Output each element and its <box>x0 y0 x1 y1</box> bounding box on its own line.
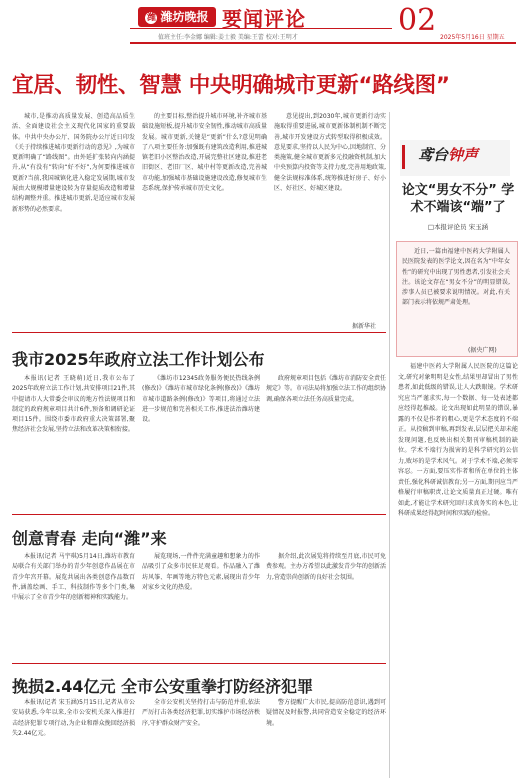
quote-source: (据央广网) <box>468 347 497 354</box>
quote-paragraph: 近日,一篇由福建中医药大学附属人民医院发表的医学论文,因在名为“中年女性”的研究中出现了男性患者,引发社会关注。该论文存在“男女不分”的明显错误,涉事人员已被要求说明情况。对此,有关部门表示将依规严肃处理。 <box>402 248 510 307</box>
story2-text-3: 政府规章项目包括《潍坊市消防安全责任规定》等。市司法局将加强立法工作的组织协调,确保各项立法任务高质量完成。 <box>266 375 386 403</box>
story2-text-2: 《潍坊市12345政务服务便民热线条例(修改)》《潍坊市城市绿化条例(修改)》《潍坊市城市道路条例(修改)》等项目,将通过立法进一步规范和完善相关工作,推进法治潍坊建设。 <box>142 375 260 424</box>
story4-headline: 挽损2.44亿元 全市公安重拳打防经济犯罪 <box>12 677 314 696</box>
story4-text-2: 全市公安机关坚持打击与防范并重,依法严厉打击各类经济犯罪,切实维护市场经济秩序,守护群众财产安全。 <box>142 699 260 727</box>
page-number: 02 <box>398 3 437 38</box>
issue-date: 2025年5月16日 星期五 <box>440 34 505 41</box>
lead-text-3: 意见提出,到2030年,城市更新行动实施取得重要进展,城市更新体制机制不断完善,城市开发建设方式转型取得积极成效。意见要求,坚持以人民为中心,因地制宜、分类施策,健全城市更新多元投融资机制,加大中央预算内投资等支持力度,完善用地政策,健全法规标准体系,统筹推进好房子、好小区、好社区、好城区建设。 <box>274 113 386 193</box>
story3-column-1 <box>12 552 135 662</box>
story4-column-1 <box>12 698 135 778</box>
story-divider <box>12 663 386 664</box>
story3-column-3 <box>266 552 386 662</box>
commentary-paragraph: 福建中医药大学附属人民医院的这篇论文,研究对象明明是女性,结果里却冒出了男性患者,如此低级的错误,让人大跌眼镜。学术研究应当严谨求实,每一个数据、每一处表述都应经得起推敲。论文出现如此明显的错误,暴露的不仅是作者的粗心,更是学术态度的不端正。从投稿到审稿,再到发表,层层把关却未能发现问题,也反映出相关期刊审稿机制的缺位。学术不端行为损害的是科学研究的公信力,败坏的是学术风气。对于学术不端,必须零容忍。一方面,要压实作者和所在单位的主体责任,强化科研诚信教育;另一方面,期刊应当严格履行审稿职责,让论文质量真正过硬。唯有如此,才能让学术研究回归求真务实的本色,让科研成果经得起时间和实践的检验。 <box>398 363 518 517</box>
brand-name: 潍坊晚报 <box>160 10 209 24</box>
story4-text-3: 警方提醒广大市民,提高防范意识,遇到可疑情况及时报警,共同营造安全稳定的经济环境。 <box>266 699 386 727</box>
lead-column-1 <box>12 112 135 324</box>
commentary-body <box>398 362 518 776</box>
story2-column-3 <box>266 374 386 514</box>
lead-source: 据新华社 <box>352 323 377 330</box>
story2-text-1: 本报讯(记者 王晓萌)近日,我市公布了2025年政府立法工作计划,共安排项目21件,其中提请市人大常委会审议的地方性法规项目和制定的政府规章项目共计6件,预备和调研论证项目15件。围绕市委市政府重大决策部署,聚焦经济社会发展,坚持立法和改革决策相衔接。 <box>12 375 135 434</box>
story2-headline: 我市2025年政府立法工作计划公布 <box>12 350 265 369</box>
story3-headline: 创意青春 走向“潍”来 <box>12 529 167 548</box>
story4-text-1: 本报讯(记者 宋玉涵)5月15日,记者从市公安局获悉,今年以来,全市公安机关深入推进打击经济犯罪专项行动,为企业和群众挽回经济损失2.44亿元。 <box>12 699 135 737</box>
lead-column-2 <box>142 112 267 324</box>
brand-logo <box>138 7 216 27</box>
lead-text-2: 的主要目标,整治提升城市环境,补齐城市基础设施短板,提升城市安全韧性,推动城市高质量发展。城市更新,关键是“更新”什么?意见明确了八项主要任务:加强既有建筑改造利用,推进城镇老旧小区整治改造,开展完整社区建设,推进老旧街区、老旧厂区、城中村等更新改造,完善城市功能,加强城市基础设施建设改造,修复城市生态系统,保护传承城市历史文化。 <box>142 113 267 193</box>
story3-text-1: 本报讯(记者 马宇琪)5月14日,潍坊市教育局联合有关部门举办的青少年创意作品展在市青少年宫开幕。展览共展出各类创意作品数百件,涵盖绘画、手工、科技制作等多个门类,集中展示了全市青少年的创新精神和实践能力。 <box>12 553 135 602</box>
story3-text-2: 展览现场,一件件充满童趣和想象力的作品吸引了众多市民驻足观看。作品融入了潍坊风筝、年画等地方特色元素,展现出青少年对家乡文化的热爱。 <box>142 553 260 591</box>
lead-headline: 宜居、韧性、智慧 中央明确城市更新“路线图” <box>12 73 450 98</box>
column-divider <box>389 112 390 778</box>
section-title: 要闻评论 <box>222 7 306 31</box>
story4-column-2 <box>142 698 260 778</box>
banner-decoration <box>402 145 417 169</box>
story3-text-3: 据介绍,此次展览将持续至月底,市民可免费参观。主办方希望以此激发青少年的创新活力,营造崇尚创新的良好社会氛围。 <box>266 553 386 581</box>
column-name-part-2: 钟声 <box>448 146 479 164</box>
story-divider <box>12 332 386 333</box>
story-divider <box>12 514 386 515</box>
story3-column-2 <box>142 552 260 662</box>
story4-column-3 <box>266 698 386 778</box>
brand-icon: 潍 <box>146 13 156 23</box>
column-name <box>418 144 478 165</box>
lead-column-3 <box>274 112 386 324</box>
commentary-headline: 论文“男女不分” 学术不端该“端”了 <box>401 183 515 215</box>
story2-column-1 <box>12 374 135 514</box>
editor-credits: 值班主任:李金娜 编辑:姜士毅 美编:王蕾 校对:王明才 <box>158 34 298 41</box>
masthead-rule <box>130 42 516 44</box>
story2-column-2 <box>142 374 260 514</box>
commentary-byline: □本报评论员 宋玉涵 <box>427 223 489 231</box>
lead-text-1: 城市,是推动高质量发展、创造高品质生活、全面建设社会主义现代化国家的重要载体。中共中央办公厅、国务院办公厅近日印发《关于持续推进城市更新行动的意见》,为城市更新明确了“路线图”。由外延扩张转向内涵提升,从“有没有”转向“好不好”,为何要推进城市更新?当前,我国城镇化进入稳定发展期,城市发展由大规模增量建设转为存量提质改造和增量结构调整并重。推进城市更新,是适应城市发展新形势的必然要求。 <box>12 113 135 213</box>
column-name-part-1: 鸢台 <box>418 146 449 164</box>
news-quote-text <box>402 247 510 345</box>
